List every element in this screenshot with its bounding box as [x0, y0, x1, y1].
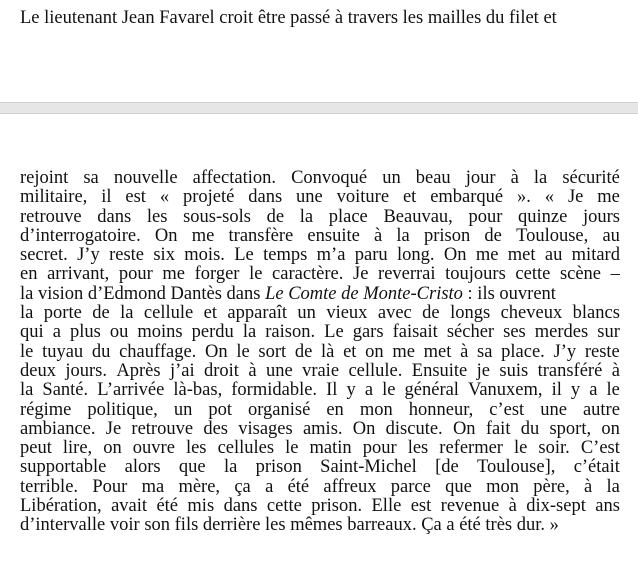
top-text-line: Le lieutenant Jean Favarel croit être passé à travers les mailles du filet et	[20, 8, 557, 28]
text-line-4: d’interrogatoire. On me transfère ensuite à la prison de Toulouse, au	[20, 225, 620, 246]
text-line-11: deux jours. Après j’ai droit à une vraie cellule. Ensuite je suis transféré à	[20, 360, 620, 381]
body-paragraph	[20, 169, 620, 536]
page-bottom	[0, 114, 638, 572]
text-line-9: qui a plus ou moins perdu la raison. Le gars faisait sécher ses merdes sur	[20, 322, 620, 343]
page-top	[0, 0, 638, 102]
text-line-8: la porte de la cellule et apparaît un vieux avec de longs cheveux blancs	[20, 303, 620, 324]
text-line-12: la Santé. L’arrivée là-bas, formidable. Il y a le général Vanuxem, il y a le	[20, 380, 620, 401]
text-line-2: militaire, il est « projeté dans une voiture et embarqué ». « Je me	[20, 187, 620, 208]
text-line-15: peut lire, on ouvre les cellules le matin pour les refermer le soir. C’est	[20, 438, 620, 459]
text-line-18: Libération, avait été mis dans cette prison. Elle est revenue à dix-sept ans	[20, 496, 620, 517]
text-line-7	[20, 285, 620, 304]
text-after-title: : ils ouvrent	[462, 283, 556, 304]
text-line-1: rejoint sa nouvelle affectation. Convoqué un beau jour à la sécurité	[20, 168, 620, 188]
book-title: Le Comte de Monte-Cristo	[265, 283, 463, 304]
text-before-title: la vision d’Edmond Dantès dans	[20, 283, 266, 304]
text-line-13: régime politique, un pot organisé en mon honneur, c’est une autre	[20, 399, 620, 420]
text-line-10: le tuyau du chauffage. On le sort de là et on me met à sa place. J’y reste	[20, 341, 620, 362]
text-line-14: ambiance. Je retrouve des visages amis. On discute. On fait du sport, on	[20, 418, 620, 439]
text-line-16: supportable alors que la prison Saint-Michel [de Toulouse], c’était	[20, 457, 620, 478]
text-line-6: en arrivant, pour me forger le caractère. Je reverrai toujours cette scène –	[20, 264, 620, 285]
page-separator	[0, 102, 638, 114]
text-line-19: d’intervalle voir son fils derrière les mêmes barreaux. Ça a été très dur. »	[20, 515, 559, 536]
text-line-17: terrible. Pour ma mère, ça a été affreux parce que mon père, à la	[20, 476, 620, 497]
text-line-3: retrouve dans les sous-sols de la place Beauvau, pour quinze jours	[20, 206, 620, 227]
text-line-5: secret. J’y reste six mois. Le temps m’a paru long. On me met au mitard	[20, 245, 620, 266]
